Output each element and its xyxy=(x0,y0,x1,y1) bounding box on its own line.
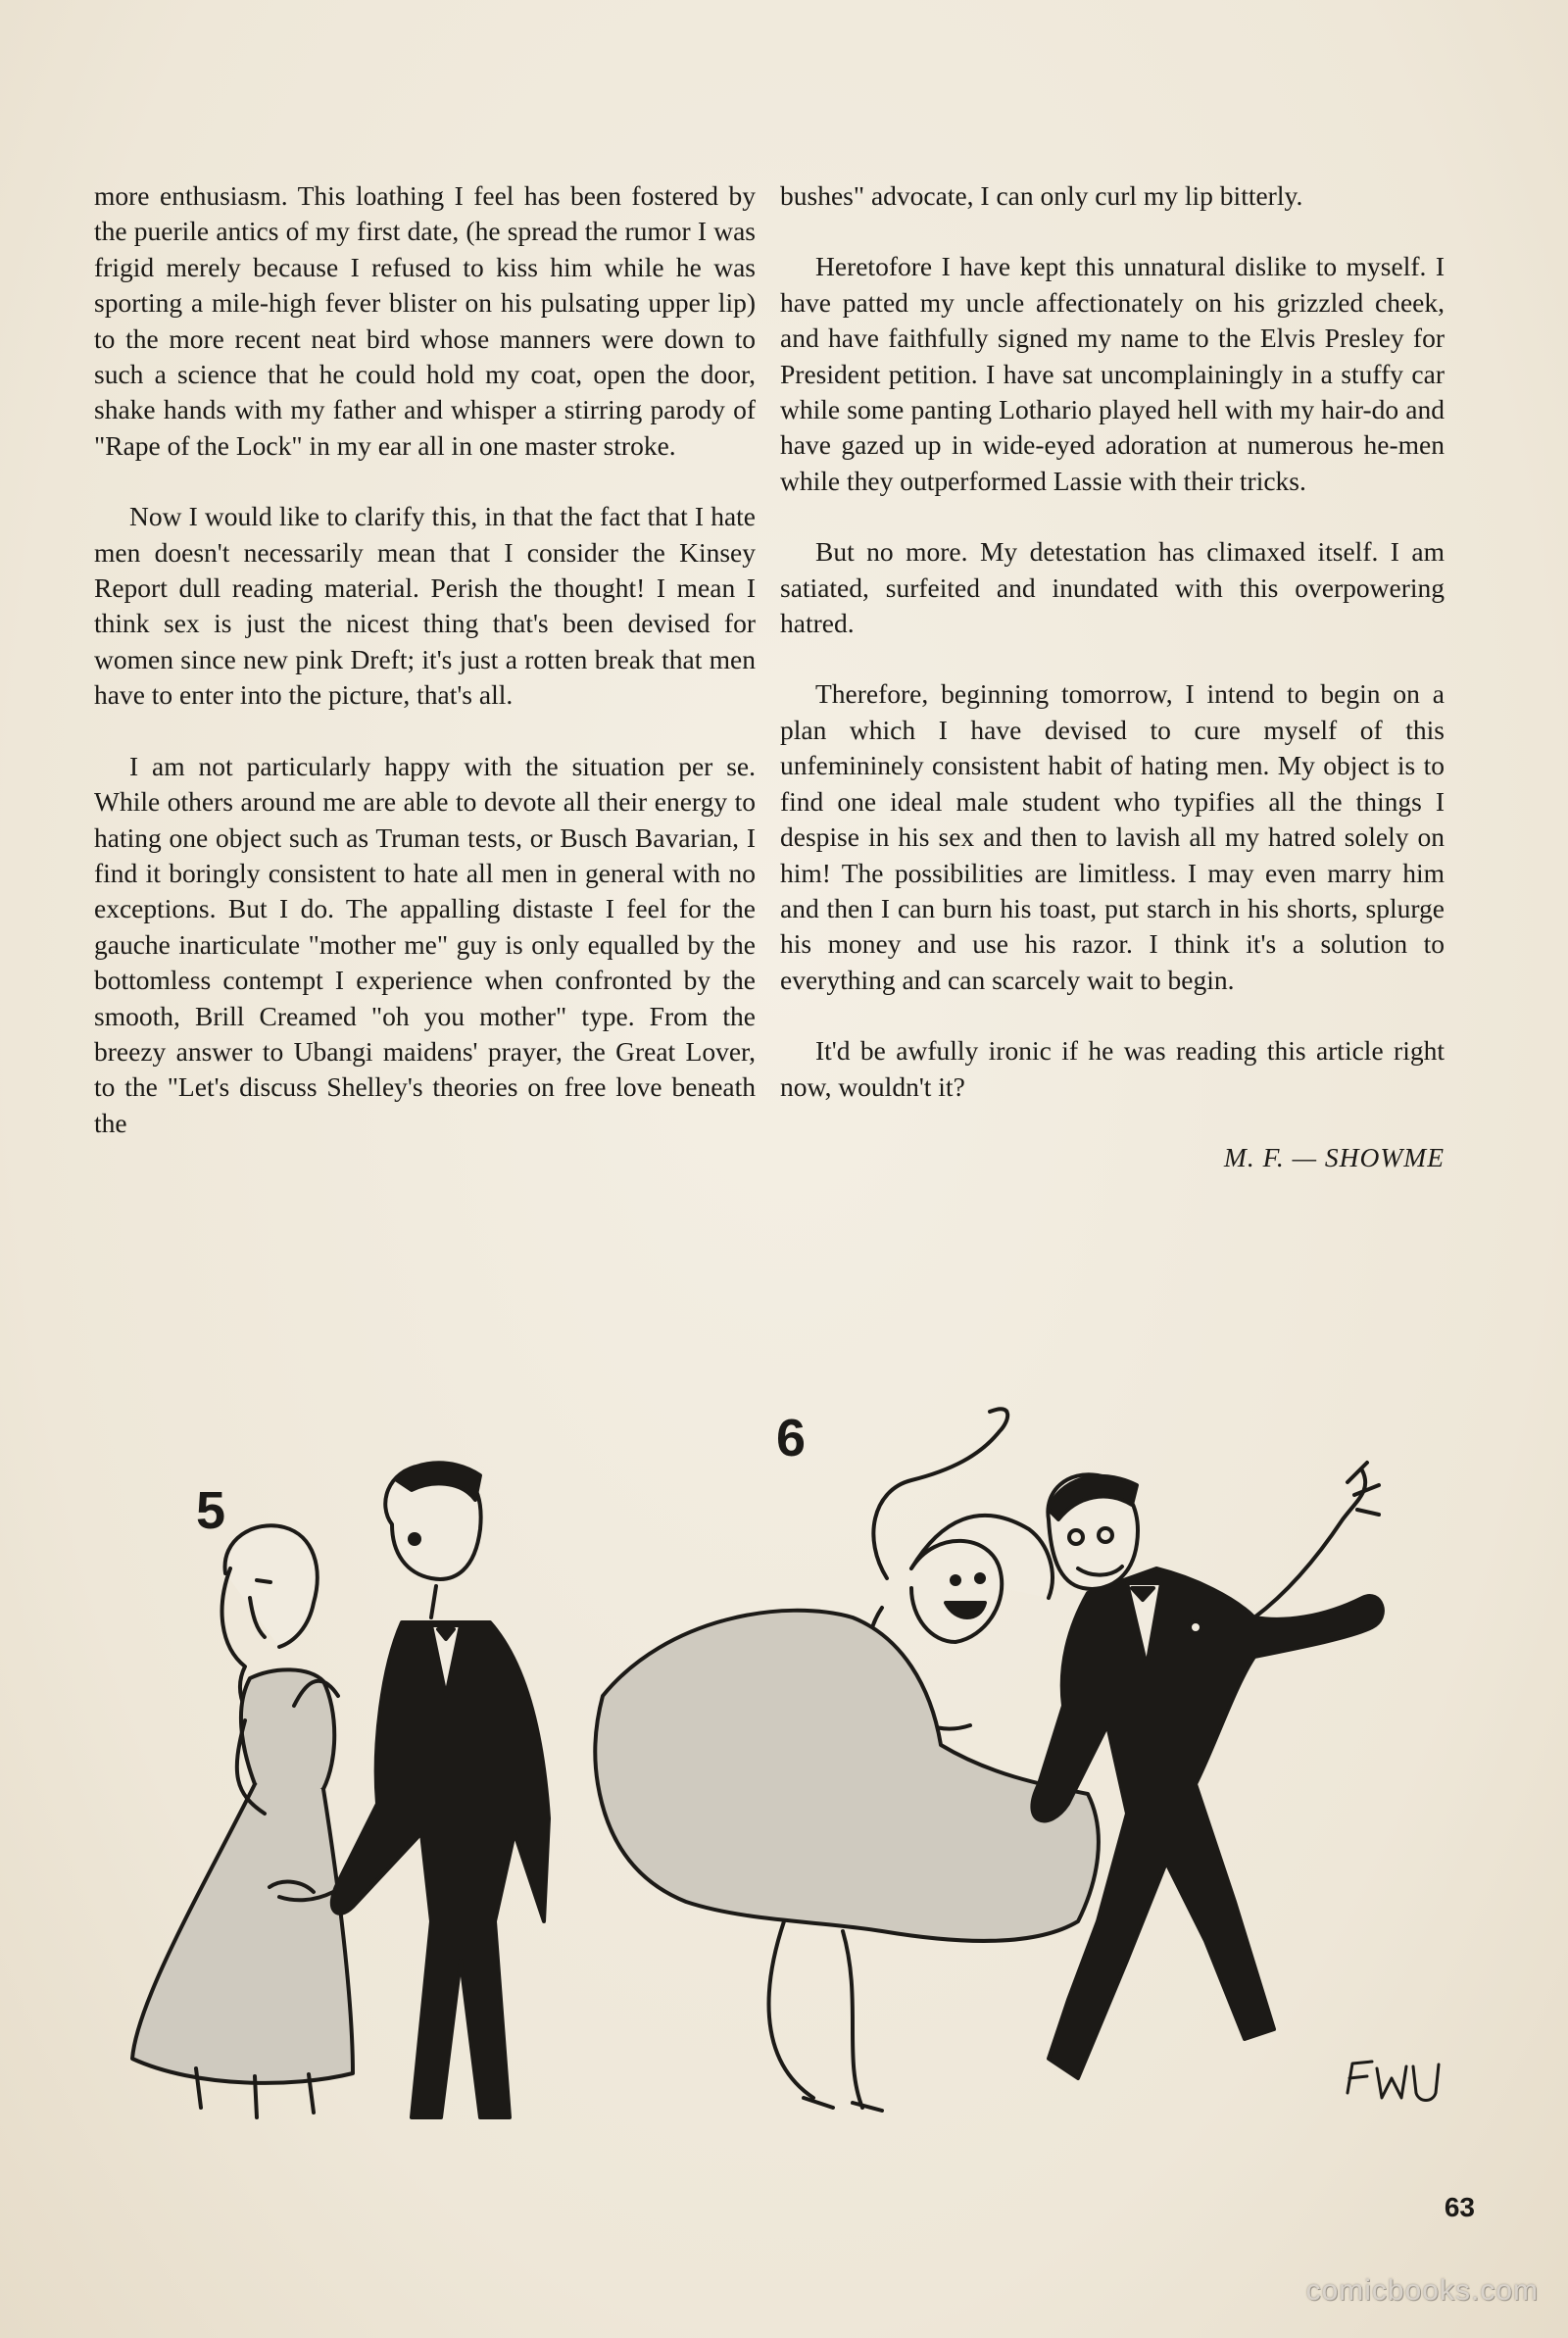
artist-signature-mark xyxy=(1348,2062,1439,2101)
panel-number-6: 6 xyxy=(776,1409,807,1467)
paragraph: It'd be awfully ironic if he was reading this article right now, wouldn't it? xyxy=(780,1035,1445,1102)
cartoon-drawing xyxy=(0,1372,1568,2157)
paragraph: Now I would like to clarify this, in that the fact that I hate men doesn't necessarily mean that I consider the Kinsey Report dull reading material. Perish the thought! I mean I think sex is just the nicest thing that's been devised for women since new pink Dreft; it's just a rotten break that men have to enter into the picture, that's all. xyxy=(94,501,756,711)
paragraph: bushes" advocate, I can only curl my lip bitterly. xyxy=(780,180,1303,211)
cartoon-illustrations xyxy=(0,1372,1568,2157)
paragraph: more enthusiasm. This loathing I feel has been fostered by the puerile antics of my first date, (he spread the rumor I was frigid merely because I refused to kiss him while he was sporting a mile-high fever blister on his pulsating upper lip) to the more recent neat bird whose manners were down to such a science that he could hold my coat, open the door, shake hands with my father and whisper a stirring parody of "Rape of the Lock" in my ear all in one master stroke. xyxy=(94,180,756,461)
panel-number-5: 5 xyxy=(196,1481,226,1540)
page-number: 63 xyxy=(1444,2192,1475,2222)
author-byline: M. F. — SHOWME xyxy=(1223,1141,1445,1172)
watermark: comicbooks.com xyxy=(1305,2274,1539,2307)
paragraph: But no more. My detestation has climaxed itself. I am satiated, surfeited and inundated with this overpowering hatred. xyxy=(780,536,1445,639)
cartoon-dancing-man xyxy=(1032,1463,1382,2078)
paragraph: I am not particularly happy with the situation per se. While others around me are able to devote all their energy to hating one object such as Truman tests, or Busch Bavarian, I find it boringly consistent to hate all men in general with no exceptions. But I do. The appalling distaste I feel for the gauche inarticulate "mother me" guy is only equalled by the bottomless contempt I experience when confronted by the smooth, Brill Creamed "oh you mother" type. From the breezy answer to Ubangi maidens' prayer, the Great Lover, to the "Let's discuss Shelley's theories on free love beneath the xyxy=(94,750,756,1138)
paragraph: Heretofore I have kept this unnatural dislike to myself. I have patted my uncle affectionately on his grizzled cheek, and have faithfully signed my name to the Elvis Presley for President petition. I have sat uncomplainingly in a stuffy car while some panting Lothario played hell with my hair-do and have gazed up in wide-eyed adoration at numerous he-men while they outperformed Lassie with their tricks. xyxy=(780,251,1445,496)
article-left-column xyxy=(94,178,756,1351)
cartoon-dancing-woman xyxy=(595,1409,1099,2111)
paragraph: Therefore, beginning tomorrow, I intend to begin on a plan which I have devised to cure myself of this unfemininely consistent habit of hating men. My object is to find one ideal male student who typifies all the things I despise in his sex and then to lavish all my hatred solely on him! The possibilities are limitless. I may even marry him and then I can burn his toast, put starch in his shorts, splurge his money and use his razor. I think it's a solution to everything and can scarcely wait to begin. xyxy=(780,678,1445,995)
cartoon-woman-gown xyxy=(132,1525,353,2117)
article-right-column xyxy=(780,178,1445,1211)
